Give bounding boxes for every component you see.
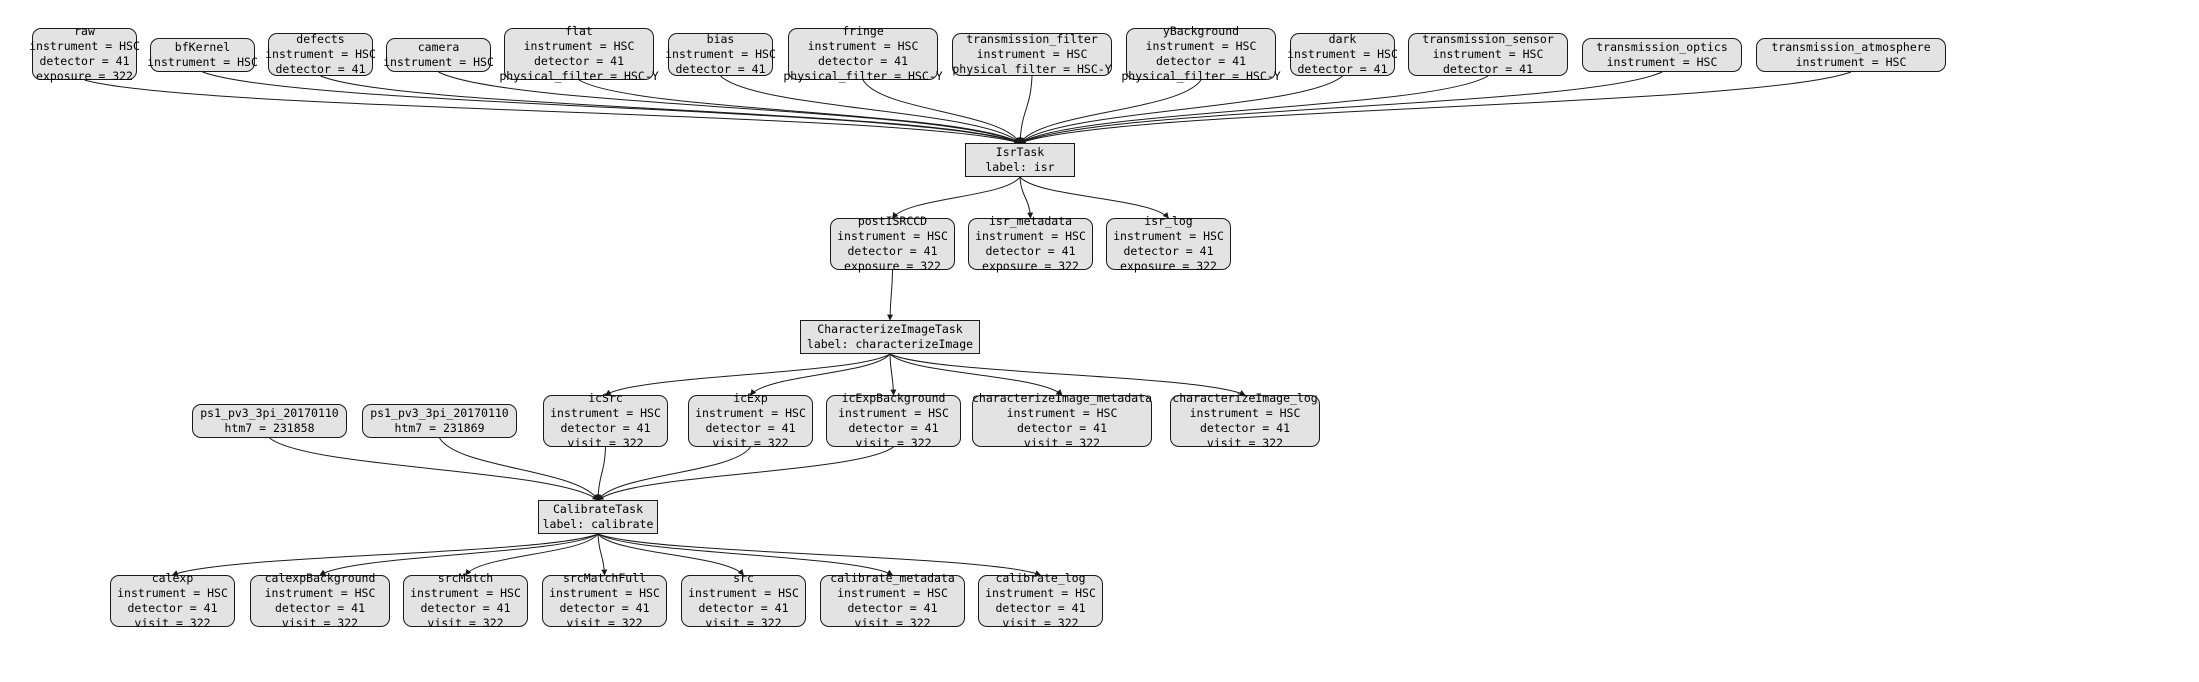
dataset-node-calibrate_metadata[interactable]: [820, 571, 965, 630]
dataset-node-isr_metadata[interactable]: [968, 214, 1093, 273]
node-detail: detector = 41: [127, 601, 218, 615]
node-detail: visit = 322: [705, 616, 782, 630]
edge-calibratetask-to-calibrate_metadata: [598, 534, 893, 575]
dataset-node-characterizeimage_log[interactable]: [1170, 391, 1320, 450]
node-detail: instrument = HSC: [837, 229, 948, 243]
node-detail: physical_filter = HSC-Y: [952, 62, 1112, 76]
dataset-node-flat[interactable]: [499, 24, 659, 83]
node-title: icExp: [733, 391, 768, 405]
edge-calibratetask-to-calibrate_log: [598, 534, 1041, 575]
node-detail: physical_filter = HSC-Y: [783, 69, 943, 83]
edge-defects-to-isrtask: [321, 76, 1021, 143]
dataset-node-srcmatchfull[interactable]: [542, 571, 667, 630]
node-detail: detector = 41: [817, 54, 908, 68]
edge-flat-to-isrtask: [579, 80, 1020, 143]
edge-icsrc-to-calibratetask: [598, 447, 606, 500]
dataset-node-ybackground[interactable]: [1121, 24, 1281, 83]
node-detail: instrument = HSC: [410, 586, 521, 600]
node-detail: instrument = HSC: [1432, 47, 1544, 61]
node-title: raw: [74, 24, 95, 38]
node-title: fringe: [842, 24, 884, 38]
edge-calibratetask-to-srcmatchfull: [598, 534, 605, 575]
node-title: icSrc: [588, 391, 623, 405]
node-detail: instrument = HSC: [1145, 39, 1257, 53]
node-title: isr_log: [1144, 214, 1193, 228]
node-title: transmission_filter: [966, 32, 1098, 46]
edge-characterizeimagetask-to-characterizeimage_log: [890, 354, 1245, 395]
edge-transmission_filter-to-isrtask: [1020, 76, 1032, 143]
dataset-node-icsrc[interactable]: [543, 391, 668, 450]
node-detail: detector = 41: [1442, 62, 1533, 76]
node-detail: visit = 322: [712, 436, 789, 450]
node-title: srcMatchFull: [562, 571, 647, 585]
node-detail: visit = 322: [427, 616, 504, 630]
node-detail: label: isr: [985, 160, 1055, 174]
edge-transmission_sensor-to-isrtask: [1020, 76, 1488, 143]
node-title: dark: [1328, 32, 1357, 46]
dataset-node-raw[interactable]: [29, 24, 140, 83]
node-detail: physical_filter = HSC-Y: [1121, 69, 1281, 83]
node-detail: instrument = HSC: [807, 39, 919, 53]
edge-icexp-to-calibratetask: [598, 447, 751, 500]
node-title: srcMatch: [437, 571, 494, 585]
node-detail: detector = 41: [1199, 421, 1290, 435]
node-title: CharacterizeImageTask: [817, 322, 963, 336]
edge-ybackground-to-isrtask: [1020, 80, 1201, 143]
node-detail: detector = 41: [274, 601, 365, 615]
edge-isrtask-to-isr_metadata: [1020, 177, 1031, 218]
node-detail: exposure = 322: [844, 259, 941, 273]
node-detail: visit = 322: [854, 616, 931, 630]
node-title: IsrTask: [995, 145, 1045, 159]
node-detail: detector = 41: [533, 54, 624, 68]
node-title: postISRCCD: [857, 214, 928, 228]
dataset-node-transmission_atmosphere[interactable]: [1756, 38, 1946, 72]
dataset-node-dark[interactable]: [1287, 32, 1398, 76]
node-detail: instrument = HSC: [985, 586, 1096, 600]
node-title: characterizeImage_metadata: [972, 391, 1153, 405]
node-title: transmission_atmosphere: [1771, 40, 1931, 54]
node-detail: instrument = HSC: [1287, 47, 1398, 61]
dataset-node-postisrccd[interactable]: [830, 214, 955, 273]
node-detail: label: calibrate: [542, 517, 654, 531]
node-title: calexpBackground: [264, 571, 376, 585]
dataset-node-bias[interactable]: [665, 32, 776, 76]
node-detail: instrument = HSC: [383, 55, 494, 69]
edge-bias-to-isrtask: [721, 76, 1021, 143]
node-detail: instrument = HSC: [1006, 406, 1118, 420]
dataset-node-camera[interactable]: [383, 38, 494, 72]
node-detail: exposure = 322: [1120, 259, 1217, 273]
node-detail: instrument = HSC: [695, 406, 806, 420]
edge-fringe-to-isrtask: [863, 80, 1020, 143]
node-detail: detector = 41: [1297, 62, 1388, 76]
node-title: ps1_pv3_3pi_20170110: [200, 406, 339, 420]
node-detail: instrument = HSC: [264, 586, 376, 600]
task-node-characterizeimagetask[interactable]: [800, 320, 980, 354]
edge-calibratetask-to-calexp: [173, 534, 599, 575]
dataset-node-transmission_filter[interactable]: [952, 33, 1112, 76]
node-title: calibrate_metadata: [830, 571, 955, 585]
node-detail: visit = 322: [134, 616, 211, 630]
dataset-node-fringe[interactable]: [783, 24, 943, 83]
edge-calibratetask-to-src: [598, 534, 744, 575]
node-detail: detector = 41: [1016, 421, 1107, 435]
edge-raw-to-isrtask: [85, 80, 1021, 143]
dataset-node-ps1_a[interactable]: [192, 404, 347, 438]
dataset-node-icexpbackground[interactable]: [826, 391, 961, 450]
node-detail: exposure = 322: [36, 69, 133, 83]
node-detail: instrument = HSC: [1113, 229, 1224, 243]
edge-characterizeimagetask-to-icsrc: [606, 354, 891, 395]
node-detail: instrument = HSC: [549, 586, 660, 600]
node-detail: instrument = HSC: [665, 47, 776, 61]
dataset-node-transmission_sensor[interactable]: [1408, 33, 1568, 76]
node-title: src: [733, 571, 754, 585]
edge-characterizeimagetask-to-icexpbackground: [890, 354, 894, 395]
node-detail: detector = 41: [1123, 244, 1214, 258]
dataset-node-srcmatch[interactable]: [403, 571, 528, 630]
node-title: icExpBackground: [841, 391, 946, 405]
node-detail: label: characterizeImage: [806, 337, 974, 351]
edge-calibratetask-to-srcmatch: [466, 534, 599, 575]
edge-dark-to-isrtask: [1020, 76, 1343, 143]
edge-characterizeimagetask-to-icexp: [751, 354, 891, 395]
dataset-node-bfkernel[interactable]: [147, 38, 258, 72]
dataset-node-ps1_b[interactable]: [362, 404, 517, 438]
node-title: flat: [565, 24, 593, 38]
edge-ps1_a-to-calibratetask: [270, 438, 599, 500]
dataset-node-calibrate_log[interactable]: [978, 571, 1103, 630]
node-detail: detector = 41: [848, 421, 939, 435]
node-title: transmission_sensor: [1422, 32, 1554, 46]
node-detail: exposure = 322: [982, 259, 1079, 273]
node-title: characterizeImage_log: [1172, 391, 1318, 405]
dataset-node-defects[interactable]: [265, 32, 376, 76]
task-node-isrtask[interactable]: [965, 143, 1075, 177]
node-title: ps1_pv3_3pi_20170110: [370, 406, 509, 420]
dataset-node-calexpbackground[interactable]: [250, 571, 390, 630]
dataset-node-characterizeimage_metadata[interactable]: [972, 391, 1153, 450]
dataset-node-transmission_optics[interactable]: [1582, 38, 1742, 72]
node-detail: instrument = HSC: [975, 229, 1086, 243]
edge-transmission_optics-to-isrtask: [1020, 72, 1662, 143]
node-detail: visit = 322: [1002, 616, 1079, 630]
node-title: CalibrateTask: [552, 502, 643, 516]
dataset-node-isr_log[interactable]: [1106, 214, 1231, 273]
node-detail: detector = 41: [847, 601, 938, 615]
node-title: yBackground: [1162, 24, 1240, 38]
node-detail: detector = 41: [705, 421, 796, 435]
node-detail: detector = 41: [698, 601, 789, 615]
dataset-node-icexp[interactable]: [688, 391, 813, 450]
node-detail: visit = 322: [566, 616, 643, 630]
edge-postisrccd-to-characterizeimagetask: [890, 270, 893, 320]
node-detail: detector = 41: [560, 421, 651, 435]
node-title: camera: [417, 40, 460, 54]
node-title: bfKernel: [174, 40, 231, 54]
node-detail: detector = 41: [675, 62, 766, 76]
node-detail: detector = 41: [847, 244, 938, 258]
node-detail: instrument = HSC: [523, 39, 635, 53]
node-detail: physical_filter = HSC-Y: [499, 69, 659, 83]
node-title: transmission_optics: [1596, 40, 1728, 54]
node-detail: instrument = HSC: [1795, 55, 1907, 69]
node-detail: instrument = HSC: [1606, 55, 1718, 69]
node-detail: detector = 41: [39, 54, 130, 68]
node-detail: instrument = HSC: [117, 586, 228, 600]
node-detail: instrument = HSC: [1189, 406, 1301, 420]
edge-icexpbackground-to-calibratetask: [598, 447, 894, 500]
node-detail: instrument = HSC: [976, 47, 1088, 61]
node-detail: htm7 = 231869: [394, 421, 485, 435]
node-detail: detector = 41: [995, 601, 1086, 615]
dataset-node-src[interactable]: [681, 571, 806, 630]
node-detail: instrument = HSC: [838, 406, 949, 420]
node-detail: detector = 41: [420, 601, 511, 615]
node-title: calexp: [151, 571, 194, 585]
node-detail: instrument = HSC: [29, 39, 140, 53]
task-node-calibratetask[interactable]: [538, 500, 658, 534]
node-title: bias: [706, 32, 735, 46]
node-detail: instrument = HSC: [837, 586, 948, 600]
node-detail: instrument = HSC: [688, 586, 799, 600]
node-detail: visit = 322: [855, 436, 932, 450]
node-title: isr_metadata: [988, 214, 1073, 228]
node-detail: visit = 322: [281, 616, 359, 630]
node-detail: visit = 322: [1206, 436, 1284, 450]
node-detail: instrument = HSC: [265, 47, 376, 61]
edge-calibratetask-to-calexpbackground: [320, 534, 598, 575]
node-detail: detector = 41: [559, 601, 650, 615]
node-title: calibrate_log: [995, 571, 1086, 585]
node-detail: visit = 322: [567, 436, 644, 450]
node-detail: htm7 = 231858: [224, 421, 315, 435]
node-detail: detector = 41: [275, 62, 366, 76]
node-title: defects: [296, 32, 345, 46]
node-detail: instrument = HSC: [147, 55, 258, 69]
edge-characterizeimagetask-to-characterizeimage_metadata: [890, 354, 1062, 395]
dataset-node-calexp[interactable]: [110, 571, 235, 630]
node-detail: instrument = HSC: [550, 406, 661, 420]
node-detail: detector = 41: [1155, 54, 1246, 68]
node-detail: detector = 41: [985, 244, 1076, 258]
edge-isrtask-to-isr_log: [1020, 177, 1169, 218]
edge-isrtask-to-postisrccd: [893, 177, 1021, 218]
node-detail: visit = 322: [1023, 436, 1101, 450]
